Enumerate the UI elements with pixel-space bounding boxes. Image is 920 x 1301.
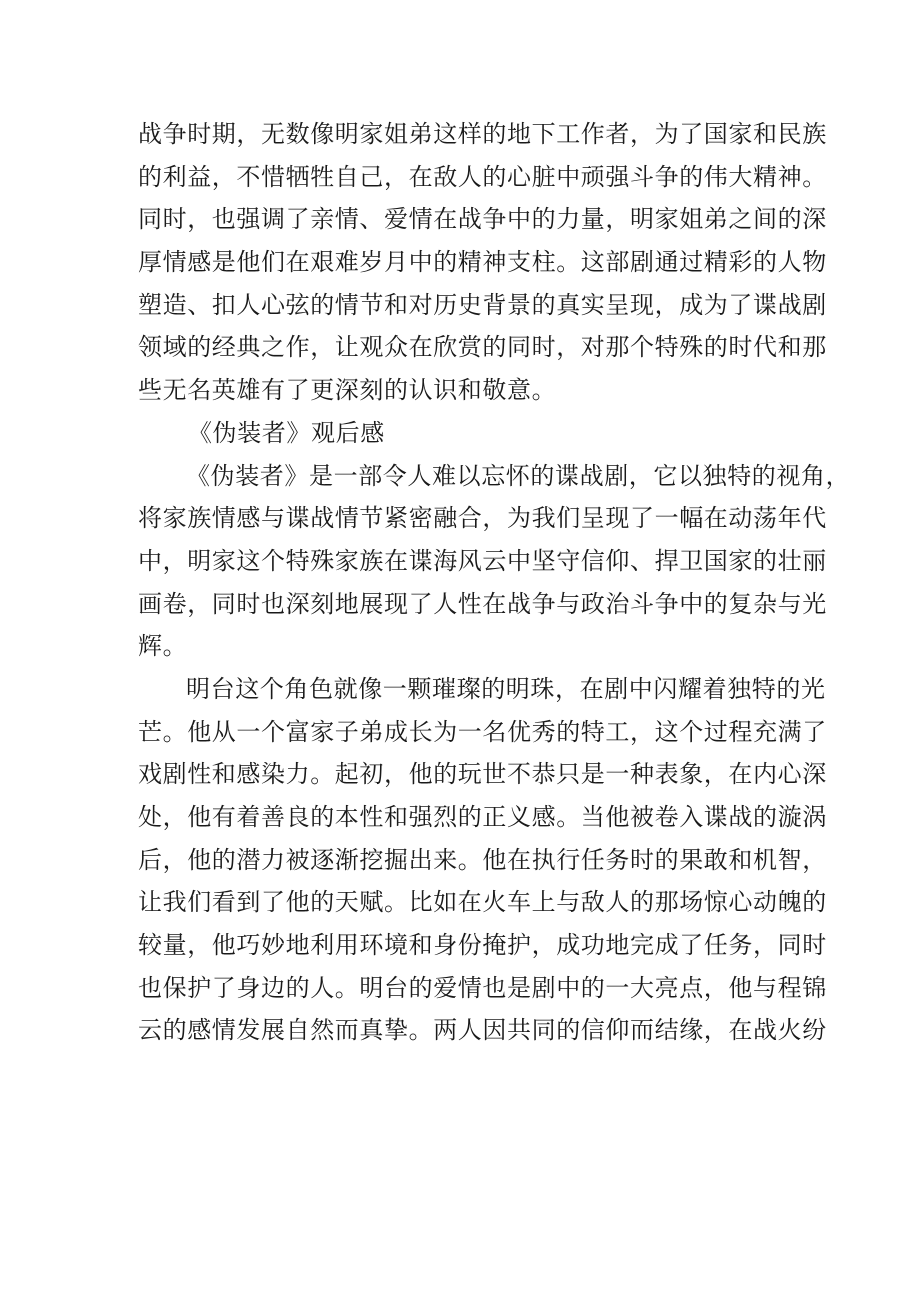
text-line: 同时，也强调了亲情、爱情在战争中的力量，明家姐弟之间的深 bbox=[138, 205, 827, 234]
text-line: 后，他的潜力被逐渐挖掘出来。他在执行任务时的果敢和机智， bbox=[138, 845, 827, 874]
text-line: 些无名英雄有了更深刻的认识和敬意。 bbox=[138, 376, 557, 405]
text-line: 中，明家这个特殊家族在谍海风云中坚守信仰、捍卫国家的壮丽 bbox=[138, 546, 827, 575]
section-heading: 《伪装者》观后感 bbox=[188, 418, 385, 447]
text-line: 较量，他巧妙地利用环境和身份掩护，成功地完成了任务，同时 bbox=[138, 931, 827, 960]
text-line: 厚情感是他们在艰难岁月中的精神支柱。这部剧通过精彩的人物 bbox=[138, 248, 827, 277]
document-body bbox=[138, 113, 851, 1052]
text-line: 辉。 bbox=[138, 632, 188, 661]
paragraph-first-line: 《伪装者》是一部令人难以忘怀的谍战剧，它以独特的视角， bbox=[186, 461, 851, 490]
text-line: 塑造、扣人心弦的情节和对历史背景的真实呈现，成为了谍战剧 bbox=[138, 290, 827, 319]
text-line: 戏剧性和感染力。起初，他的玩世不恭只是一种表象，在内心深 bbox=[138, 760, 827, 789]
text-line: 云的感情发展自然而真挚。两人因共同的信仰而结缘，在战火纷 bbox=[138, 1016, 827, 1045]
text-line: 战争时期，无数像明家姐弟这样的地下工作者，为了国家和民族 bbox=[138, 120, 827, 148]
text-line: 也保护了身边的人。明台的爱情也是剧中的一大亮点，他与程锦 bbox=[138, 973, 827, 1002]
paragraph-first-line: 明台这个角色就像一颗璀璨的明珠，在剧中闪耀着独特的光 bbox=[186, 674, 826, 703]
text-line: 领域的经典之作，让观众在欣赏的同时，对那个特殊的时代和那 bbox=[138, 333, 827, 362]
text-line: 芒。他从一个富家子弟成长为一名优秀的特工，这个过程充满了 bbox=[138, 717, 827, 746]
text-line: 的利益，不惜牺牲自己，在敌人的心脏中顽强斗争的伟大精神。 bbox=[138, 162, 827, 191]
text-line: 处，他有着善良的本性和强烈的正义感。当他被卷入谍战的漩涡 bbox=[138, 803, 827, 831]
text-line: 让我们看到了他的天赋。比如在火车上与敌人的那场惊心动魄的 bbox=[138, 888, 827, 917]
text-line: 画卷，同时也深刻地展现了人性在战争与政治斗争中的复杂与光 bbox=[138, 589, 827, 618]
text-line: 将家族情感与谍战情节紧密融合，为我们呈现了一幅在动荡年代 bbox=[138, 504, 827, 533]
